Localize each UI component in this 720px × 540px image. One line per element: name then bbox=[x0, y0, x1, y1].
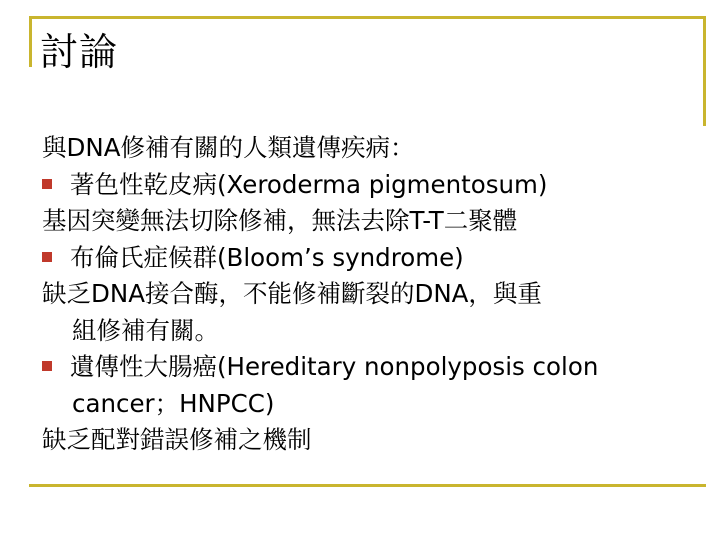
bullet-text: 遺傳性大腸癌(Hereditary nonpolyposis colon bbox=[70, 352, 599, 381]
bottom-accent-bar bbox=[29, 484, 706, 487]
body-line: 缺乏配對錯誤修補之機制 bbox=[42, 425, 312, 454]
slide-title: 討論 bbox=[40, 30, 119, 74]
left-accent-bar bbox=[29, 16, 32, 67]
square-bullet-icon bbox=[42, 179, 52, 189]
slide-body bbox=[42, 130, 702, 459]
right-accent-bar bbox=[703, 16, 706, 126]
body-line: 與DNA修補有關的人類遺傳疾病： bbox=[42, 133, 415, 162]
bullet-text: 著色性乾皮病(Xeroderma pigmentosum) bbox=[70, 169, 548, 199]
bullet-text-continuation: cancer；HNPCC) bbox=[72, 388, 275, 418]
bullet-item bbox=[42, 167, 702, 204]
top-accent-bar bbox=[29, 16, 706, 19]
body-line-continuation: 組修補有關。 bbox=[72, 315, 219, 345]
body-line: 基因突變無法切除修補，無法去除T-T二聚體 bbox=[42, 206, 518, 235]
square-bullet-icon bbox=[42, 361, 52, 371]
bullet-item bbox=[42, 240, 702, 277]
bullet-text: 布倫氏症候群(Bloom’s syndrome) bbox=[70, 242, 464, 272]
square-bullet-icon bbox=[42, 252, 52, 262]
bullet-item bbox=[42, 349, 702, 386]
body-line: 缺乏DNA接合酶，不能修補斷裂的DNA，與重 bbox=[42, 279, 542, 308]
